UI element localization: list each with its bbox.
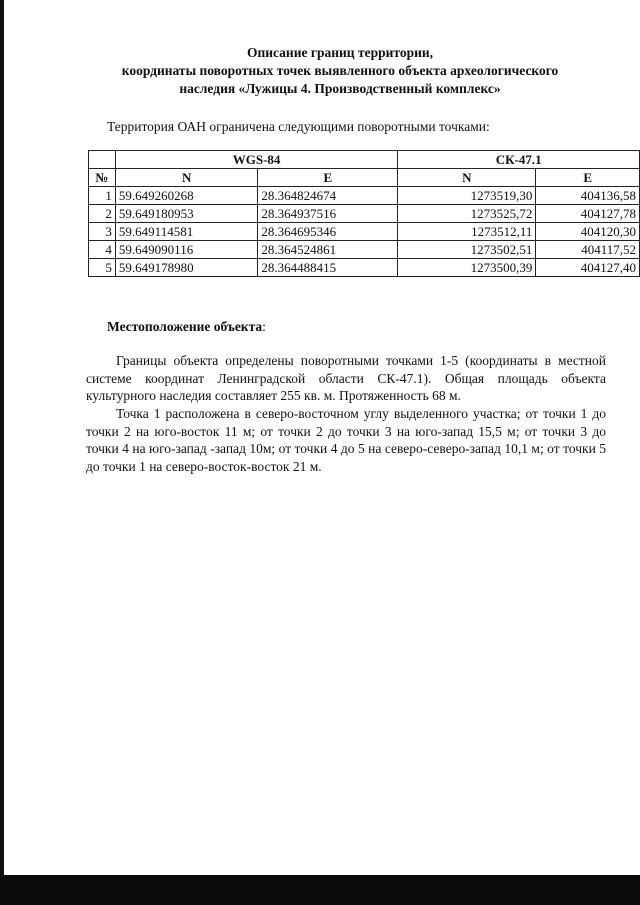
wgs-e-value: 28.364524861 [258,241,398,259]
sk-e-value: 404120,30 [536,223,640,241]
point-number: 5 [89,259,116,277]
wgs-e-value: 28.364824674 [258,187,398,205]
heading-line-1: Описание границ территории, [246,45,434,60]
location-paragraph-1: Границы объекта определены поворотными точками 1-5 (координаты в местной системе координат Ленинградской области СК-47.1). Общая площадь объекта культурного наследия составляет 255 кв. м. Протяженность 68 м. [86,353,606,403]
sk-n-value: 1273519,30 [398,187,536,205]
wgs-e-value: 28.364937516 [258,205,398,223]
sk-n-value: 1273500,39 [398,259,536,277]
table-row [89,241,640,259]
location-paragraph-2: Точка 1 расположена в северо-восточном углу выделенного участка; от точки 1 до точки 2 на юго-восток 11 м; от точки 2 до точки 3 на юго-запад 15,5 м; от точки 3 до точки 4 на юго-запад -запад 10м; от точки 4 до 5 на северо-северо-запад 10,1 м; от точки 5 до точки 1 на северо-восток-восток 21 м. [86,406,606,474]
sk-e-value: 404127,40 [536,259,640,277]
location-title-colon: : [262,319,266,334]
wgs-n-value: 59.649180953 [115,205,257,223]
sk-e-value: 404136,58 [536,187,640,205]
table-row [89,205,640,223]
intro-text: Территория ОАН ограничена следующими поворотными точками: [107,119,490,134]
sk-n-header: N [398,169,536,187]
wgs-n-value: 59.649260268 [115,187,257,205]
sk-e-value: 404127,78 [536,205,640,223]
sk-n-value: 1273512,11 [398,223,536,241]
point-number: 2 [89,205,116,223]
scan-left-edge [0,0,4,905]
location-title-text: Местоположение объекта [107,319,263,334]
sk-n-value: 1273525,72 [398,205,536,223]
table-row [89,223,640,241]
wgs-n-value: 59.649114581 [115,223,257,241]
sk-n-value: 1273502,51 [398,241,536,259]
heading-line-3: наследия «Лужицы 4. Производственный комплекс» [179,81,501,96]
number-column-header: № [89,169,116,187]
point-number: 3 [89,223,116,241]
table-row [89,187,640,205]
empty-corner-cell [89,151,116,169]
wgs-e-header: E [258,169,398,187]
wgs-e-value: 28.364695346 [258,223,398,241]
point-number: 1 [89,187,116,205]
document-heading [60,44,620,98]
wgs-n-value: 59.649090116 [115,241,257,259]
wgs84-header: WGS-84 [115,151,397,169]
table-row [89,259,640,277]
wgs-e-value: 28.364488415 [258,259,398,277]
heading-line-2: координаты поворотных точек выявленного объекта археологического [121,63,559,78]
location-section-title [107,319,266,335]
point-number: 4 [89,241,116,259]
wgs-n-value: 59.649178980 [115,259,257,277]
table-header-columns [89,169,640,187]
sk-e-value: 404117,52 [536,241,640,259]
wgs-n-header: N [115,169,257,187]
table-header-systems [89,151,640,169]
sk47-header: СК-47.1 [398,151,640,169]
scan-bottom-edge [0,875,640,905]
sk-e-header: E [536,169,640,187]
coordinates-table [88,150,640,277]
